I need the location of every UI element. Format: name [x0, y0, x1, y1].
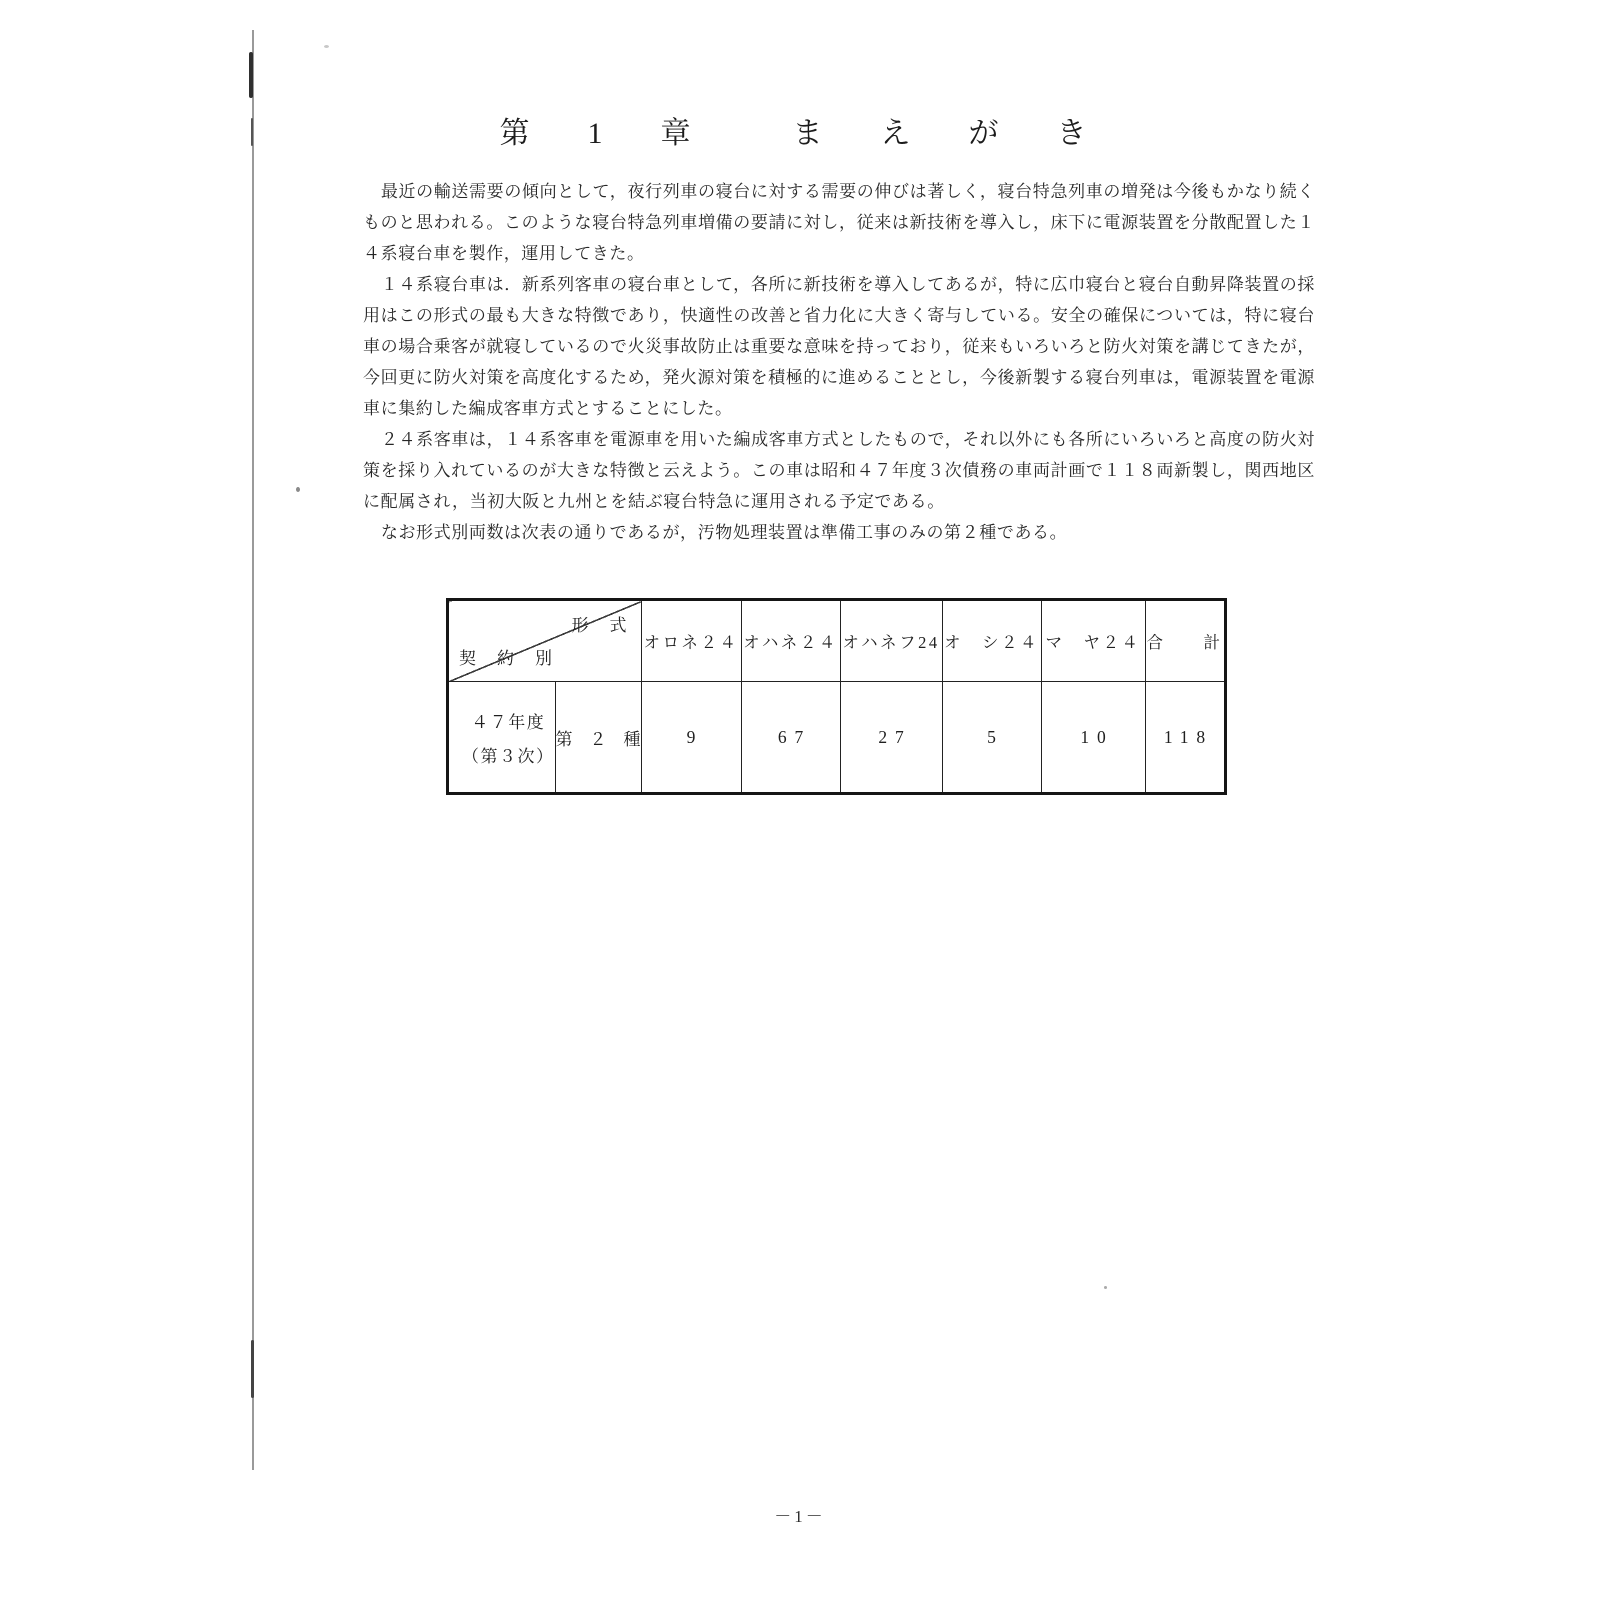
- scan-speck-2: [1104, 1286, 1107, 1289]
- scan-edge-dash-2: [251, 1340, 254, 1398]
- paragraph-2: １４系寝台車は．新系列客車の寝台車として，各所に新技術を導入してあるが，特に広巾寝台と寝台自動昇降装置の採用はこの形式の最も大きな特徴であり，快適性の改善と省力化に大きく寄与している。安全の確保については，特に寝台車の場合乗客が就寝しているので火災事故防止は重要な意味を持っており，従来もいろいろと防火対策を講じてきたが，今回更に防火対策を高度化するため，発火源対策を積極的に進めることとし，今後新製する寝台列車は，電源装置を電源車に集約した編成客車方式とすることにした。: [363, 275, 1315, 418]
- count-oshi24: 5: [942, 682, 1041, 794]
- corner-type-label: 形 式: [571, 616, 629, 635]
- scan-edge-line: [252, 30, 254, 1470]
- column-header-total: 合 計: [1145, 600, 1225, 682]
- body-text: [363, 176, 1315, 548]
- paragraph-3: ２４系客車は，１４系客車を電源車を用いた編成客車方式としたもので，それ以外にも各所にいろいろと高度の防火対策を採り入れているのが大きな特徴と云えよう。この車は昭和４７年度３次債務の車両計画で１１８両新製し，関西地区に配属され，当初大阪と九州とを結ぶ寝台特急に運用される予定である。: [363, 430, 1315, 511]
- column-header-oshi24: オ シ２４: [942, 600, 1041, 682]
- paragraph-1: 最近の輸送需要の傾向として，夜行列車の寝台に対する需要の伸びは著しく，寝台特急列車の増発は今後もかなり続くものと思われる。このような寝台特急列車増備の要請に対し，従来は新技術を導入し，床下に電源装置を分散配置した１４系寝台車を製作，運用してきた。: [363, 182, 1315, 263]
- paragraph-4: なお形式別両数は次表の通りであるが，汚物処理装置は準備工事のみの第２種である。: [380, 523, 1068, 542]
- scan-edge-blotch: [249, 52, 253, 98]
- count-orone24: 9: [641, 682, 741, 794]
- column-header-orone24: オロネ２４: [641, 600, 741, 682]
- column-header-maya24: マ ヤ２４: [1041, 600, 1145, 682]
- table-header-row: [448, 600, 1226, 682]
- scan-speck-3: [324, 45, 329, 48]
- scan-speck-1: [296, 487, 300, 492]
- column-header-ohanefu24: オハネフ24: [840, 600, 942, 682]
- table-corner-cell: [448, 600, 642, 682]
- rolling-stock-table: [446, 598, 1227, 795]
- column-header-ohane24: オハネ２４: [741, 600, 840, 682]
- count-ohanefu24: 27: [840, 682, 942, 794]
- count-maya24: 10: [1041, 682, 1145, 794]
- chapter-title: 第 1 章 ま え が き: [499, 117, 1101, 150]
- page-number: －1－: [774, 1507, 826, 1526]
- contract-year-cell: [448, 682, 556, 794]
- table-data-row: [448, 682, 1226, 794]
- count-ohane24: 67: [741, 682, 840, 794]
- contract-year: ４７年度: [471, 712, 546, 732]
- contract-kind-cell: 第 ２ 種: [555, 682, 641, 794]
- count-total: 118: [1145, 682, 1225, 794]
- contract-order: （第３次）: [462, 746, 555, 766]
- corner-contract-label: 契 約 別: [459, 649, 554, 668]
